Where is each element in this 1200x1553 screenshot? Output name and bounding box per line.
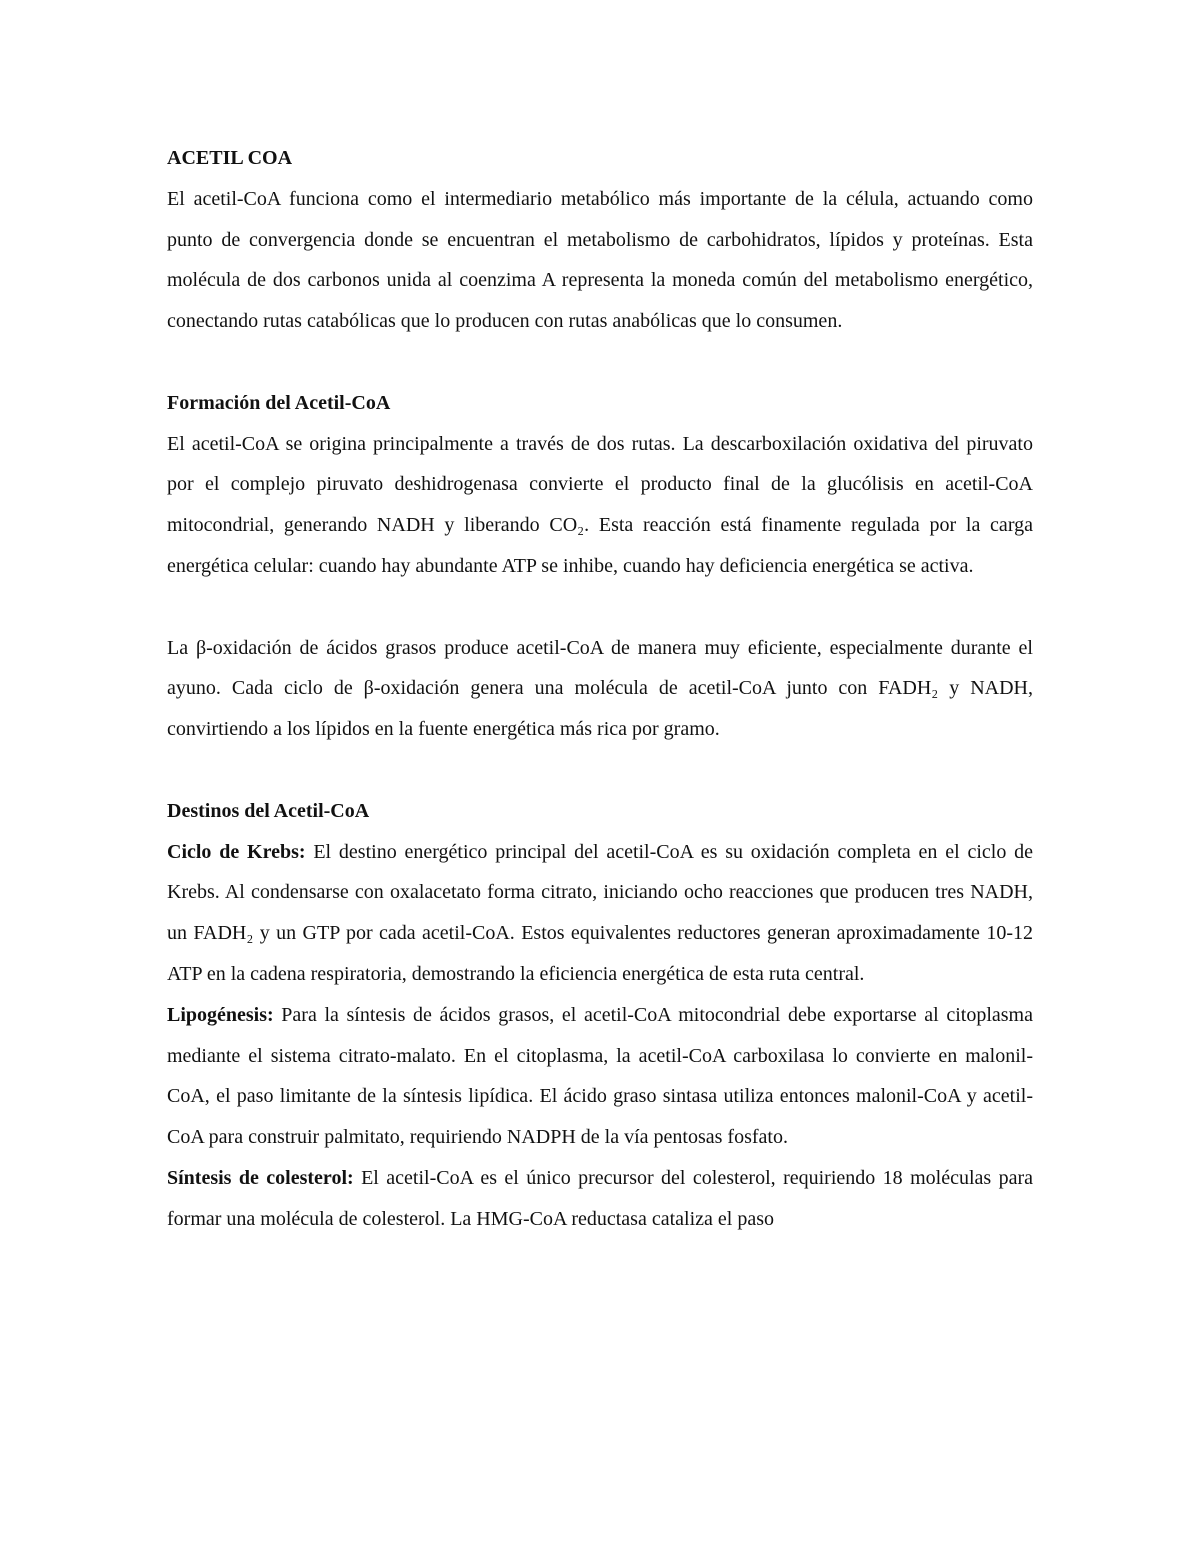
formation-heading: Formación del Acetil-CoA (167, 391, 391, 414)
formation-paragraph-1: El acetil-CoA se origina principalmente a través de dos rutas. La descarboxilación oxidativa del piruvato por el complejo piruvato deshidrogenasa convierte el producto final de la glucólisis en acetil-CoA mitocondrial, generando NADH y liberando CO₂. Esta reacción está finamente regulada por la carga energética celular: cuando hay abundante ATP se inhibe, cuando hay deficiencia energética se activa. (167, 432, 1033, 577)
cholesterol-text: El acetil-CoA es el único precursor del colesterol, requiriendo 18 moléculas para formar una molécula de colesterol. La HMG-CoA reductasa cataliza el paso (167, 1166, 1034, 1230)
formation-paragraph-2: La β-oxidación de ácidos grasos produce acetil-CoA de manera muy eficiente, especialmente durante el ayuno. Cada ciclo de β-oxidación genera una molécula de acetil-CoA junto con FADH₂ y NADH, convirtiendo a los lípidos en la fuente energética más rica por gramo. (167, 636, 1033, 741)
paragraph-spacer (167, 342, 1033, 383)
cholesterol-paragraph (167, 1158, 1033, 1240)
krebs-text: El destino energético principal del acetil-CoA es su oxidación completa en el ciclo de Krebs. Al condensarse con oxalacetato forma citrato, iniciando ocho reacciones que producen tres NADH, un FADH₂ y un GTP por cada acetil-CoA. Estos equivalentes reductores generan aproximadamente 10-12 ATP en la cadena respiratoria, demostrando la eficiencia energética de esta ruta central. (167, 840, 1033, 985)
paragraph-spacer (167, 750, 1033, 791)
paragraph-spacer (167, 587, 1033, 628)
lipogenesis-label: Lipogénesis: (167, 1003, 274, 1026)
lipogenesis-paragraph (167, 995, 1033, 1158)
krebs-label: Ciclo de Krebs: (167, 840, 306, 863)
cholesterol-label: Síntesis de colesterol: (167, 1166, 354, 1189)
intro-paragraph: El acetil-CoA funciona como el intermediario metabólico más importante de la célula, actuando como punto de convergencia donde se encuentran el metabolismo de carbohidratos, lípidos y proteínas. Esta molécula de dos carbonos unida al coenzima A representa la moneda común del metabolismo energético, conectando rutas catabólicas que lo producen con rutas anabólicas que lo consumen. (167, 187, 1033, 333)
destinations-heading: Destinos del Acetil-CoA (167, 799, 370, 822)
lipogenesis-text: Para la síntesis de ácidos grasos, el acetil-CoA mitocondrial debe exportarse al citoplasma mediante el sistema citrato-malato. En el citoplasma, la acetil-CoA carboxilasa lo convierte en malonil-CoA, el paso limitante de la síntesis lipídica. El ácido graso sintasa utiliza entonces malonil-CoA y acetil-CoA para construir palmitato, requiriendo NADPH de la vía pentosas fosfato. (167, 1003, 1033, 1149)
document-title: ACETIL COA (167, 147, 293, 169)
krebs-paragraph (167, 832, 1033, 995)
document-body (167, 138, 1033, 1240)
